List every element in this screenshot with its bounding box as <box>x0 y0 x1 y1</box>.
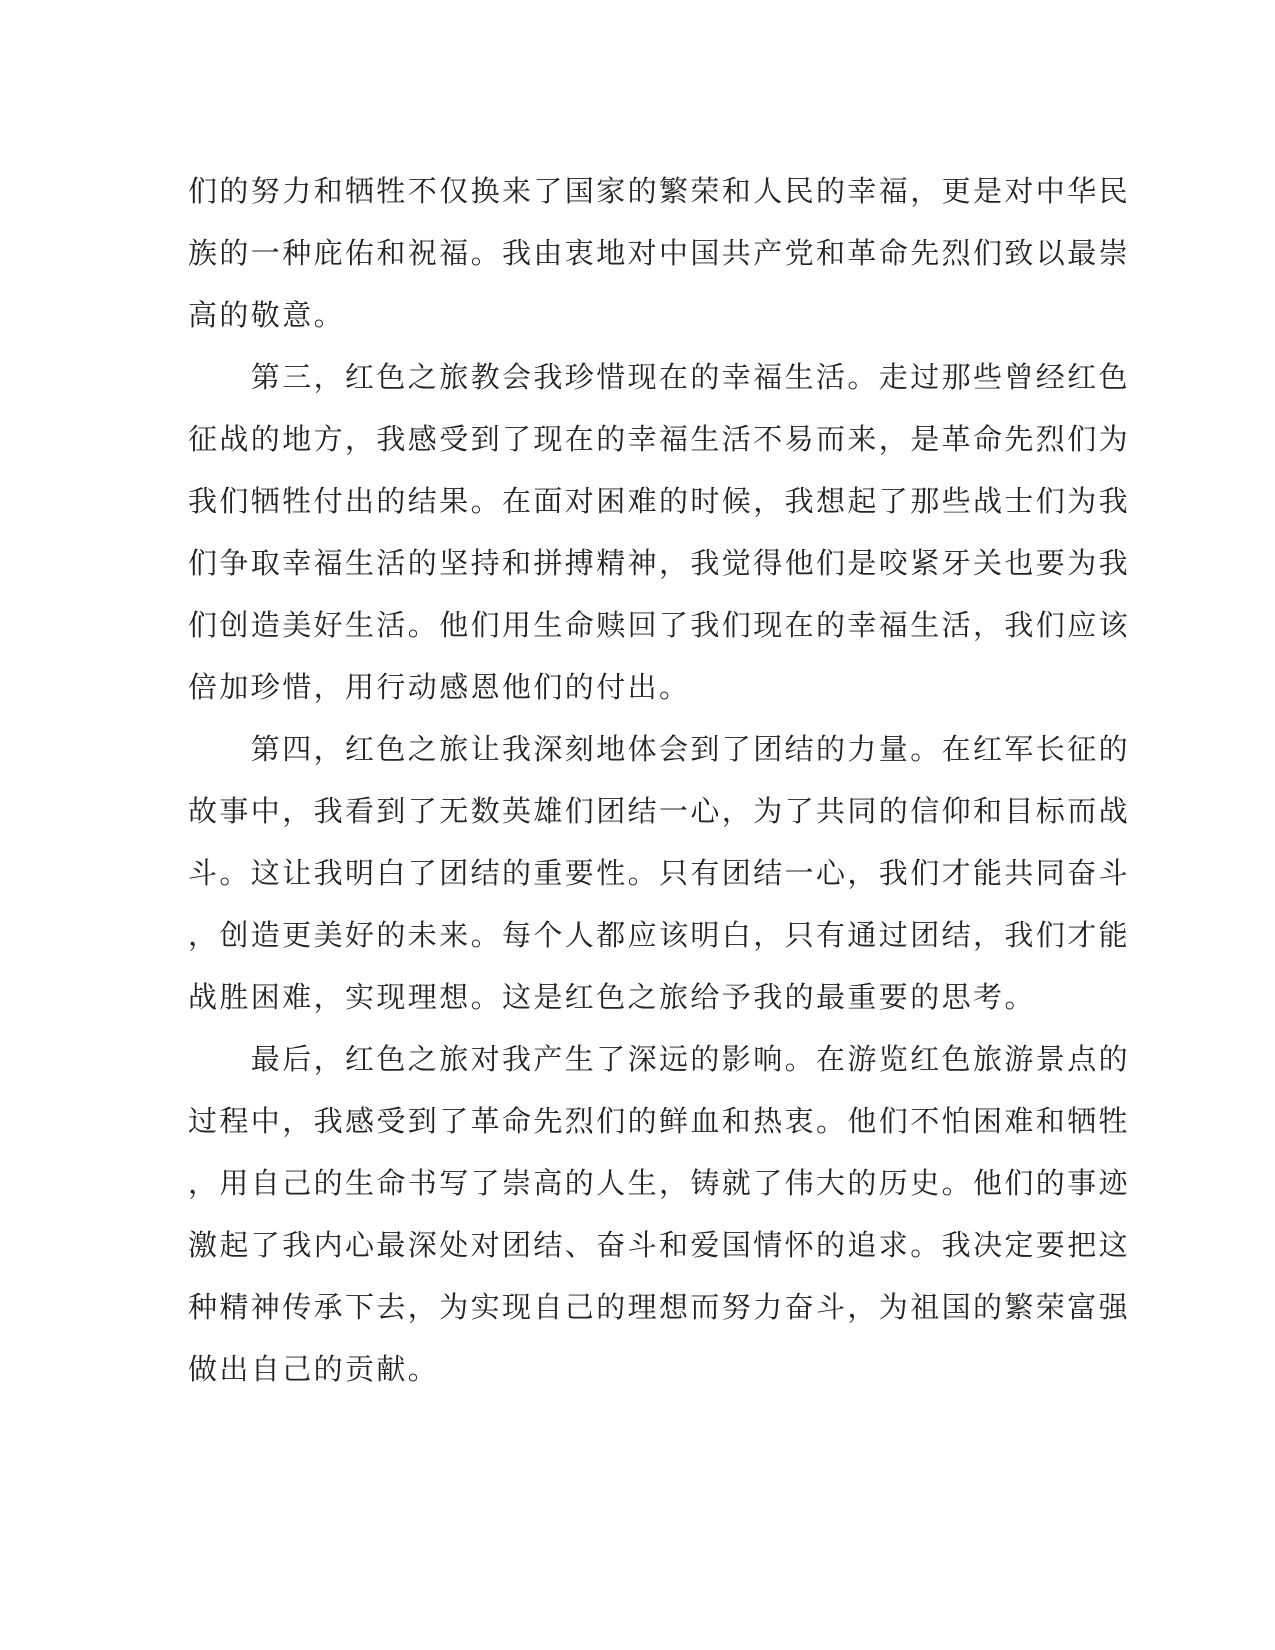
text-line: 过程中，我感受到了革命先烈们的鲜血和热衷。他们不怕困难和牺牲 <box>188 1104 1131 1138</box>
text-line: 战胜困难，实现理想。这是红色之旅给予我的最重要的思考。 <box>188 980 1036 1014</box>
text-line: 倍加珍惜，用行动感恩他们的付出。 <box>188 670 691 704</box>
text-line: 第四，红色之旅让我深刻地体会到了团结的力量。在红军长征的 <box>188 732 1131 766</box>
text-line: 征战的地方，我感受到了现在的幸福生活不易而来，是革命先烈们为 <box>188 422 1131 456</box>
text-line: 做出自己的贡献。 <box>188 1352 440 1386</box>
text-line: 族的一种庇佑和祝福。我由衷地对中国共产党和革命先烈们致以最崇 <box>188 236 1131 270</box>
text-line: 激起了我内心最深处对团结、奋斗和爱国情怀的追求。我决定要把这 <box>188 1228 1131 1262</box>
text-line: ，创造更美好的未来。每个人都应该明白，只有通过团结，我们才能 <box>188 918 1131 952</box>
text-line: 种精神传承下去，为实现自己的理想而努力奋斗，为祖国的繁荣富强 <box>188 1290 1131 1324</box>
text-line: 第三，红色之旅教会我珍惜现在的幸福生活。走过那些曾经红色 <box>188 360 1131 394</box>
text-line: ，用自己的生命书写了崇高的人生，铸就了伟大的历史。他们的事迹 <box>188 1166 1131 1200</box>
text-line: 我们牺牲付出的结果。在面对困难的时候，我想起了那些战士们为我 <box>188 484 1131 518</box>
text-line: 故事中，我看到了无数英雄们团结一心，为了共同的信仰和目标而战 <box>188 794 1131 828</box>
body-text <box>188 160 1131 1400</box>
text-line: 们创造美好生活。他们用生命赎回了我们现在的幸福生活，我们应该 <box>188 608 1131 642</box>
text-line: 们争取幸福生活的坚持和拼搏精神，我觉得他们是咬紧牙关也要为我 <box>188 546 1131 580</box>
text-line: 高的敬意。 <box>188 298 346 332</box>
text-line: 斗。这让我明白了团结的重要性。只有团结一心，我们才能共同奋斗 <box>188 856 1131 890</box>
text-line: 们的努力和牺牲不仅换来了国家的繁荣和人民的幸福，更是对中华民 <box>188 174 1131 208</box>
text-line: 最后，红色之旅对我产生了深远的影响。在游览红色旅游景点的 <box>188 1042 1131 1076</box>
